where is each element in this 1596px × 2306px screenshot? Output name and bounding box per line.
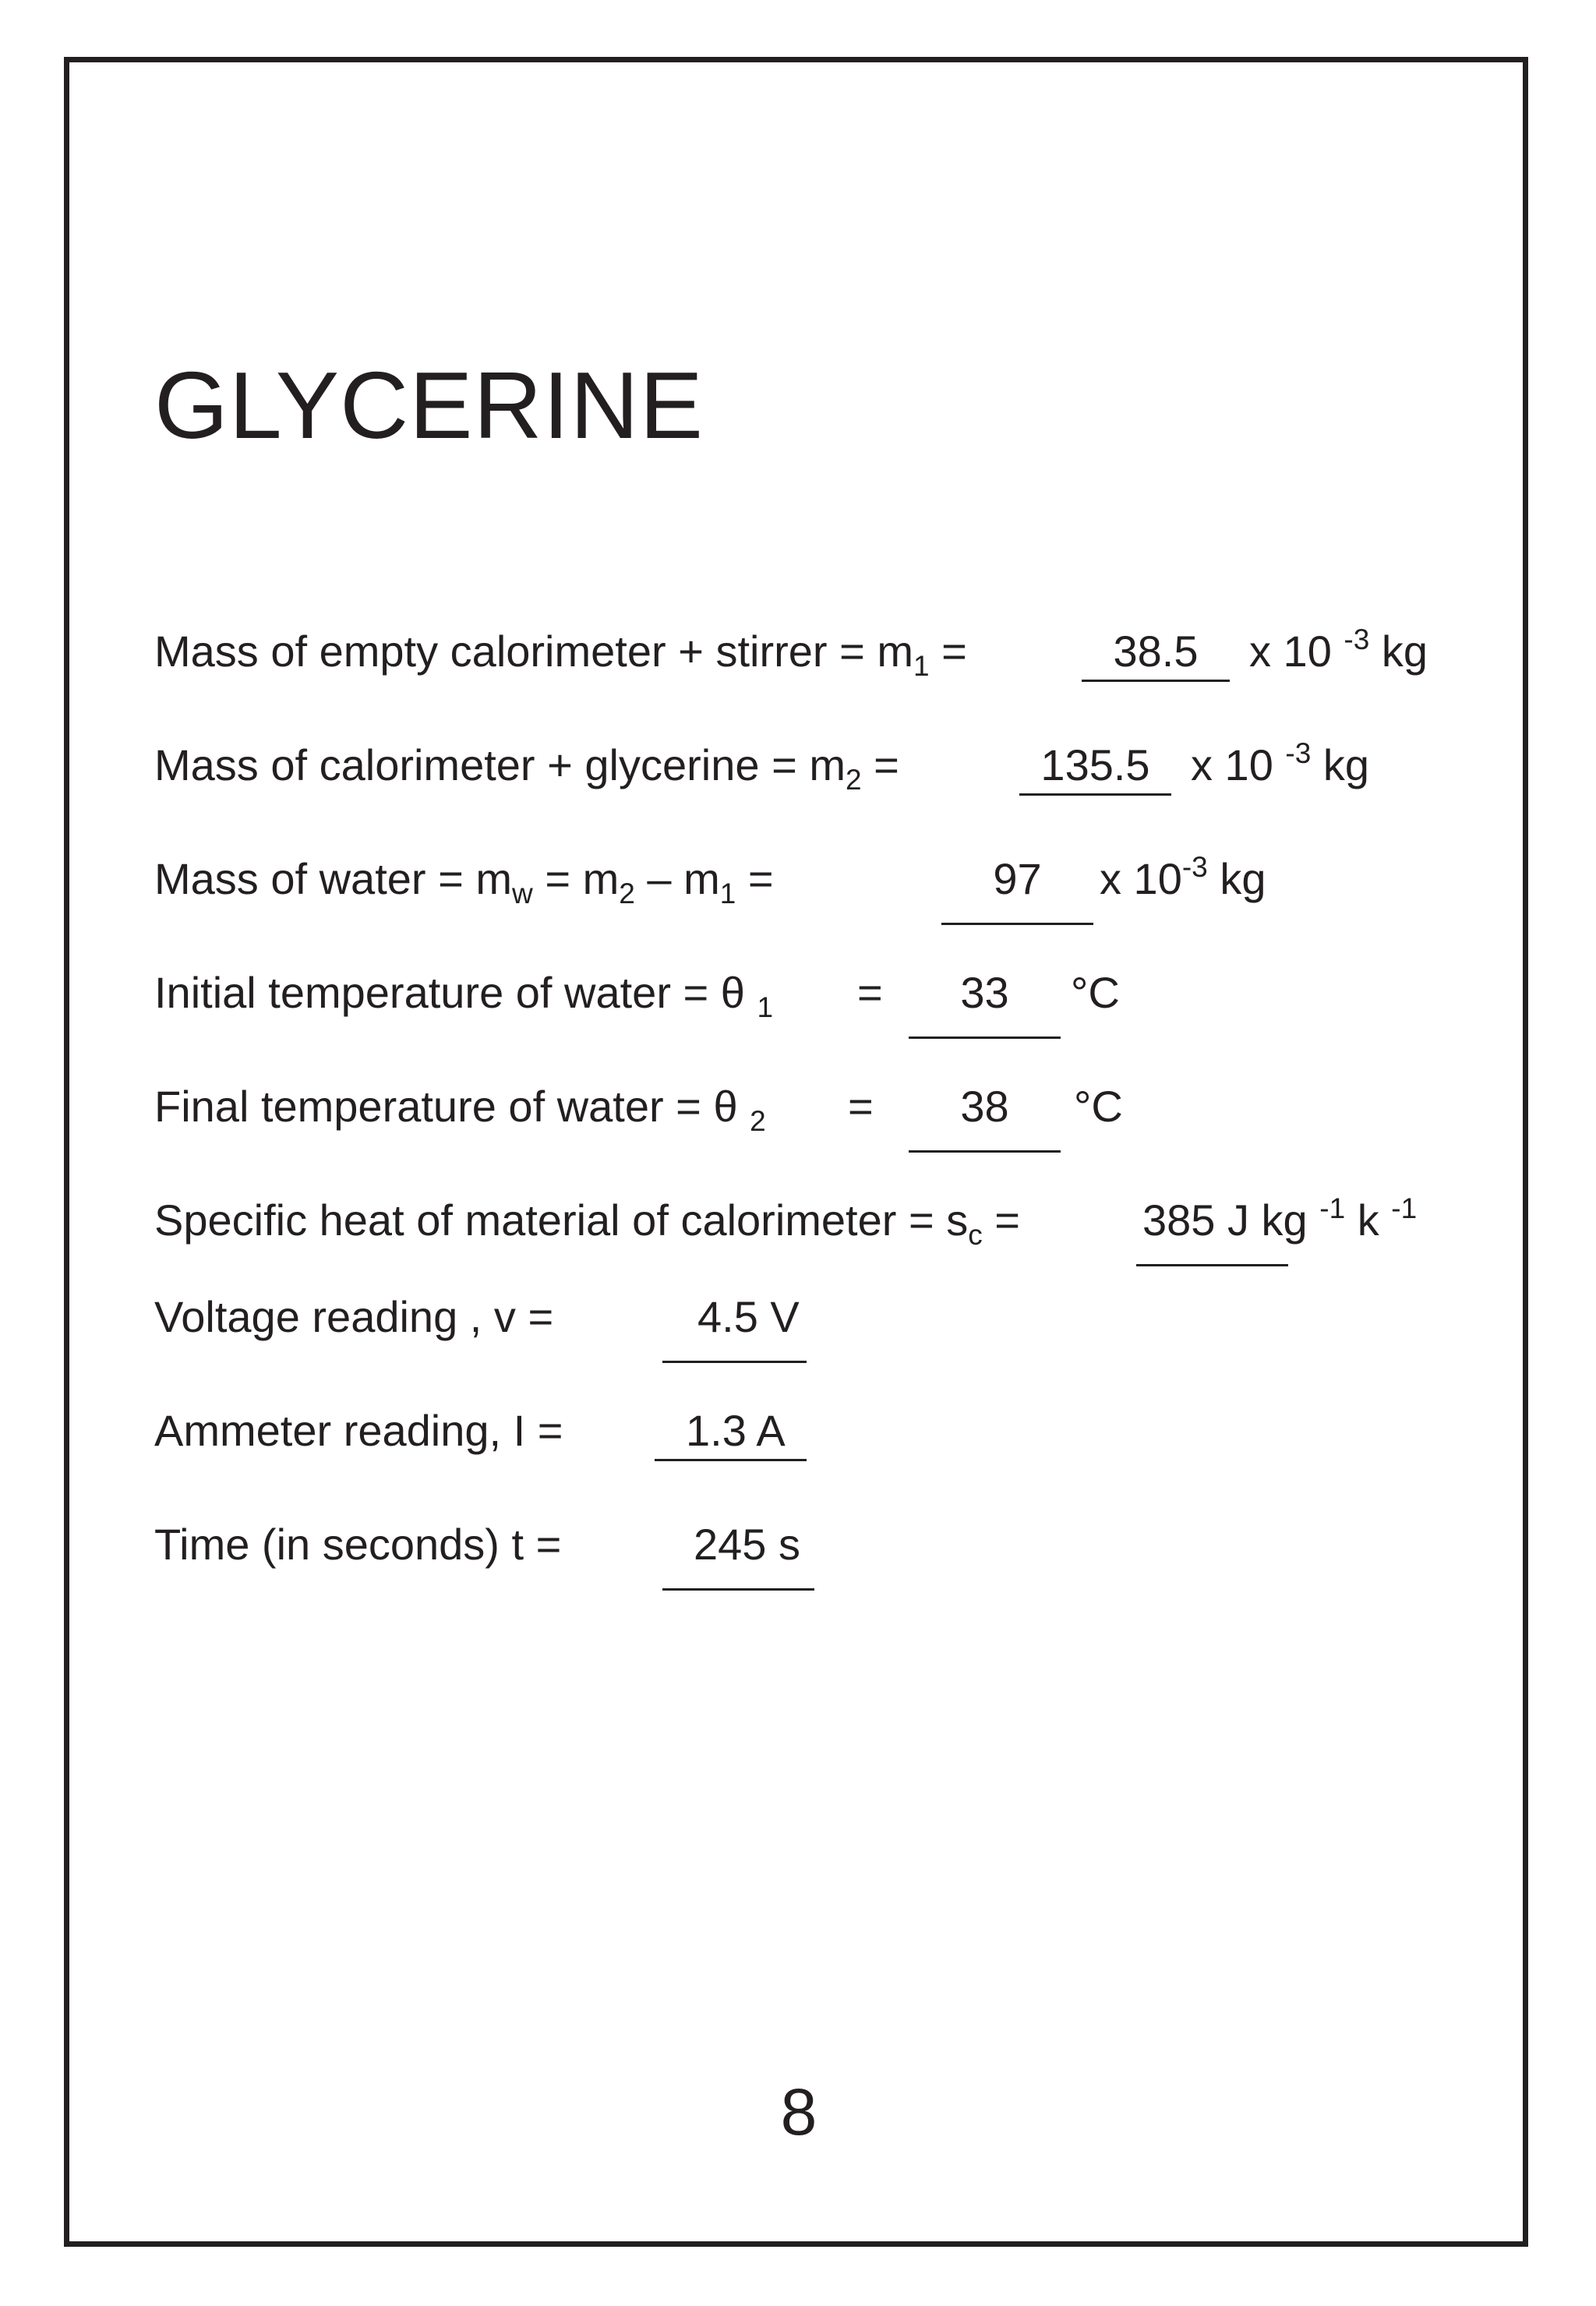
equals: =	[857, 968, 883, 1017]
unit: °C	[1074, 1082, 1123, 1131]
value-blank	[909, 954, 1061, 1032]
exponent: -3	[1285, 737, 1312, 769]
value-blank	[1019, 726, 1171, 804]
value: 33	[960, 968, 1009, 1017]
exponent: -3	[1344, 623, 1370, 655]
unit: °C	[1071, 968, 1120, 1017]
page-title: GLYCERINE	[154, 352, 704, 458]
exponent: -3	[1181, 851, 1208, 883]
subscript: 2	[619, 878, 635, 909]
label: Specific heat of material of calorimeter = s	[154, 1195, 969, 1245]
row-voltage	[154, 1278, 800, 1356]
value-blank	[1082, 613, 1230, 690]
row-mass-water	[154, 840, 1266, 918]
value-blank	[909, 1068, 1061, 1146]
underline	[662, 1361, 807, 1363]
label: Mass of water = m	[154, 854, 513, 903]
value: 135.5	[1040, 740, 1150, 789]
value: 385 J kg $^{-1}$ k $^{-1}$	[1142, 1192, 1418, 1245]
row-specific-heat	[154, 1181, 1418, 1259]
exponent: -1	[1391, 1192, 1418, 1224]
row-final-temperature	[154, 1068, 1123, 1146]
label: Voltage reading , v =	[154, 1292, 554, 1341]
unit: x $10^{-3}$ kg	[1100, 851, 1266, 903]
underline	[1082, 680, 1230, 682]
subscript: 1	[913, 650, 930, 682]
row-mass-calorimeter-glycerine	[154, 726, 1370, 804]
value-blank	[655, 1392, 807, 1470]
label: Initial temperature of water = θ	[154, 968, 745, 1017]
value: 38.5	[1113, 627, 1199, 676]
unit: x 10 $^{-3}$ kg	[1191, 737, 1370, 789]
value-blank	[941, 840, 1093, 918]
label: Time (in seconds) t =	[154, 1520, 562, 1569]
value-blank	[662, 1506, 814, 1584]
underline	[655, 1459, 807, 1461]
page-number: 8	[780, 2075, 817, 2149]
subscript: 1	[719, 878, 736, 909]
value-blank	[662, 1278, 807, 1356]
label: Final temperature of water = θ	[154, 1082, 738, 1131]
label: = m	[532, 854, 620, 903]
equals: =	[736, 854, 774, 903]
value: 38	[960, 1082, 1009, 1131]
label: Ammeter reading, I =	[154, 1406, 563, 1455]
subscript: c	[968, 1219, 983, 1251]
label: Mass of empty calorimeter + stirrer = m	[154, 627, 914, 676]
underline	[662, 1588, 814, 1591]
underline	[909, 1150, 1061, 1153]
subscript: 1	[757, 991, 774, 1023]
value: 1.3 A	[686, 1406, 786, 1455]
row-ammeter	[154, 1392, 786, 1470]
exponent: -1	[1319, 1192, 1346, 1224]
value: 245 s	[694, 1520, 800, 1569]
underline	[909, 1036, 1061, 1039]
subscript: w	[512, 878, 533, 909]
label: Mass of calorimeter + glycerine = m	[154, 740, 846, 789]
equals: =	[929, 627, 967, 676]
row-mass-empty-calorimeter	[154, 613, 1428, 690]
value: 4.5 V	[697, 1292, 800, 1341]
subscript: 2	[750, 1105, 766, 1137]
row-initial-temperature	[154, 954, 1120, 1032]
underline	[1019, 793, 1171, 796]
row-time	[154, 1506, 800, 1584]
value: 97	[993, 854, 1042, 903]
label: – m	[634, 854, 720, 903]
subscript: 2	[845, 764, 862, 796]
underline	[1136, 1264, 1288, 1266]
equals: =	[982, 1195, 1020, 1245]
underline	[941, 923, 1093, 925]
equals: =	[861, 740, 899, 789]
equals: =	[848, 1082, 874, 1131]
unit: x 10 $^{-3}$ kg	[1249, 623, 1428, 676]
